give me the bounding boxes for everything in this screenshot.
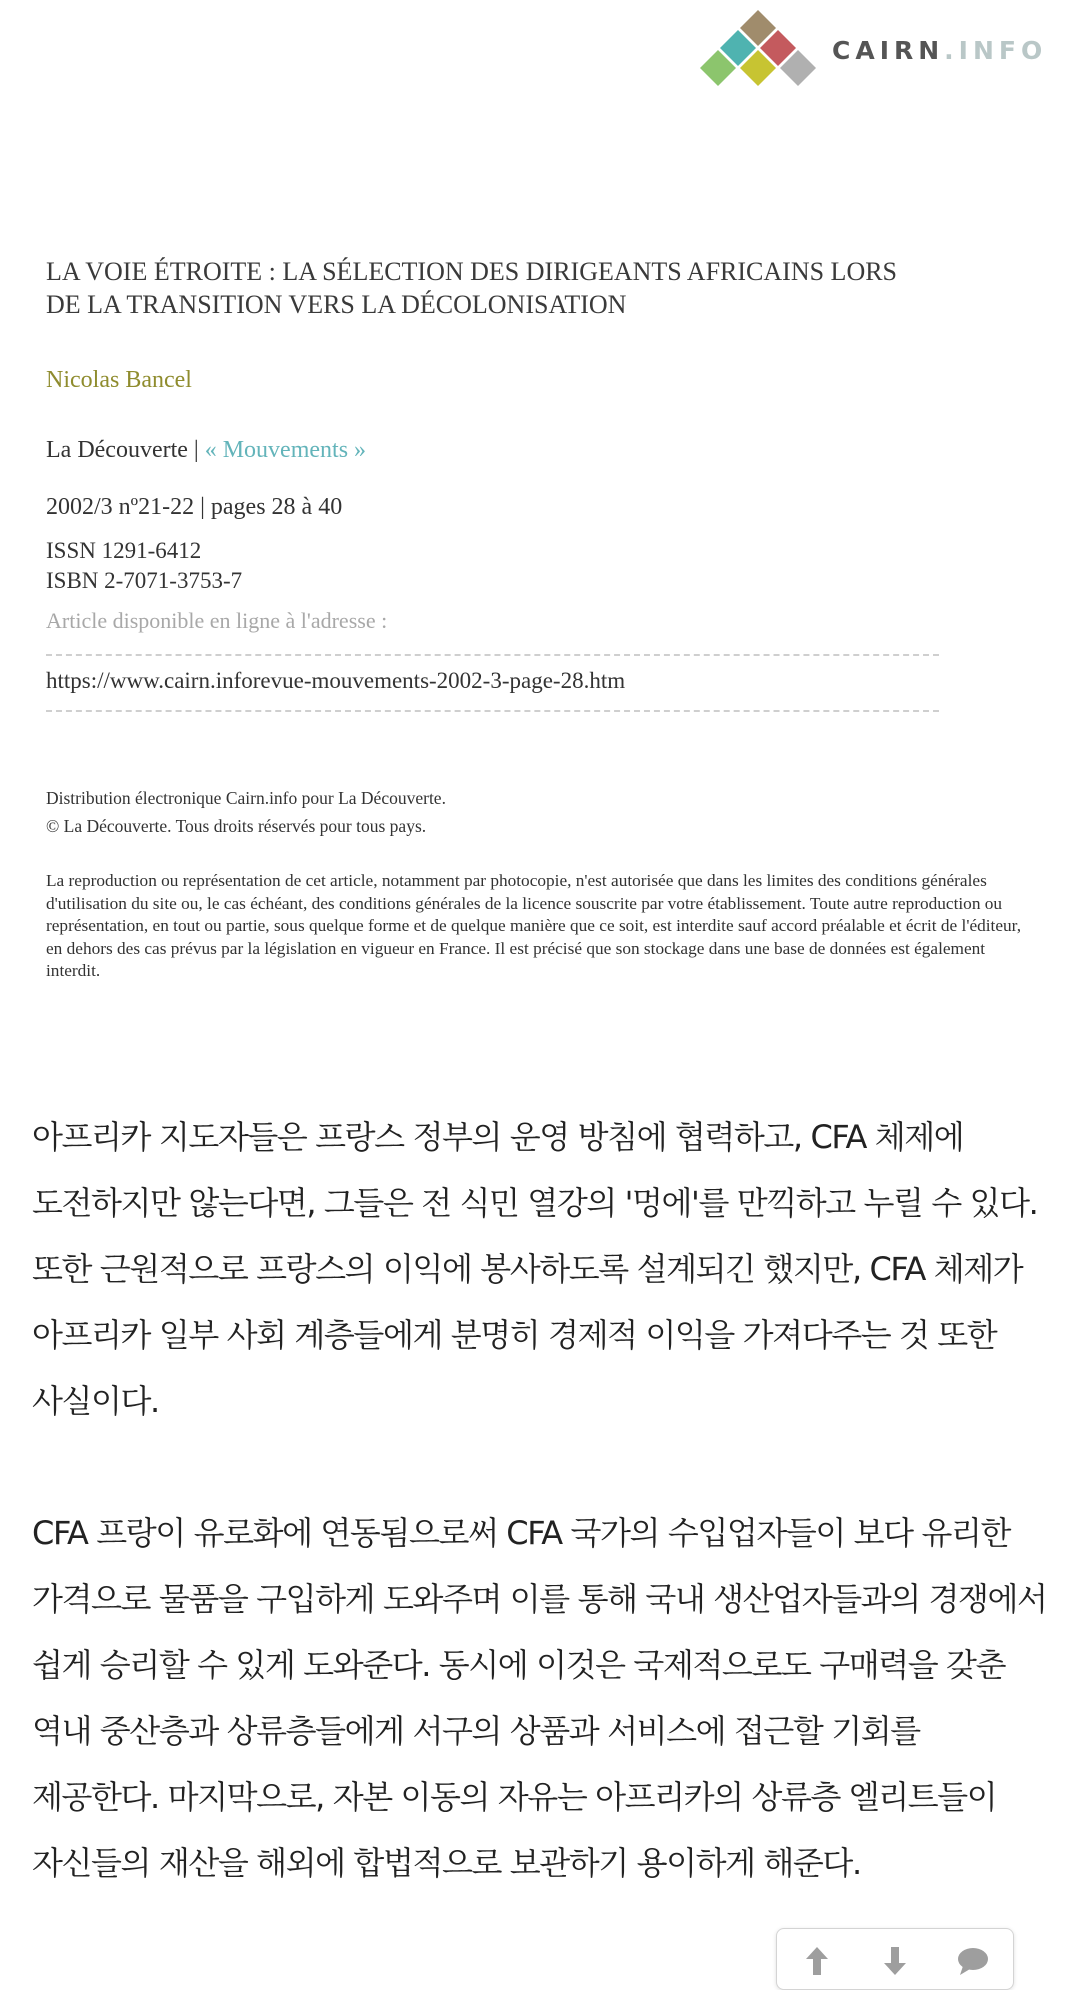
article-url[interactable]: https://www.cairn.inforevue-mouvements-2002-3-page-28.htm <box>46 668 626 693</box>
copyright-line: © La Découverte. Tous droits réservés pour tous pays. <box>46 816 427 836</box>
article-title-line: LA VOIE ÉTROITE : LA SÉLECTION DES DIRIGEANTS AFRICAINS LORS <box>46 257 898 286</box>
cairn-logo <box>698 6 1080 92</box>
logo-wordmark <box>832 36 1047 65</box>
distribution-notice <box>46 784 446 840</box>
body-paragraph: 아프리카 지도자들은 프랑스 정부의 운영 방침에 협력하고, CFA 체제에 도전하지만 않는다면, 그들은 전 식민 열강의 '멍에'를 만끽하고 누릴 수 있다. 또한 근원적으로 프랑스의 이익에 봉사하도록 설계되긴 했지만, CFA 체제가 아프리카 일부 사회 계층들에게 분명히 경제적 이익을 가져다주는 것 또한 사실이다. <box>32 1118 1038 1420</box>
logo-wordmark-suffix: .INFO <box>944 36 1048 65</box>
downvote-arrow-icon <box>875 1941 915 1981</box>
identifiers <box>46 536 242 596</box>
cairn-logo-mark-icon <box>698 6 818 92</box>
publisher-row <box>46 437 366 464</box>
comment-bubble-icon <box>953 1941 993 1981</box>
article-title-line: DE LA TRANSITION VERS LA DÉCOLONISATION <box>46 290 627 319</box>
logo-wordmark-main: CAIRN <box>832 36 945 65</box>
downvote-button[interactable] <box>875 1941 915 1981</box>
availability-label: Article disponible en ligne à l'adresse : <box>46 608 388 633</box>
publisher-name: La Découverte | <box>46 437 199 463</box>
upvote-arrow-icon <box>797 1941 837 1981</box>
issn: ISSN 1291-6412 <box>46 538 202 563</box>
legal-notice: La reproduction ou représentation de cet article, notamment par photocopie, n'est autorisée que dans les limites des conditions générales d'utilisation du site ou, le cas échéant, des conditions générales de la licence souscrite par votre établissement. Toute autre reproduction ou représentation, en tout ou partie, sous quelque forme et de quelque manière que ce soit, est interdite sauf accord préalable et écrit de l'éditeur, en dehors des cas prévus par la législation en vigueur en France. Il est précisé que son stockage dans une base de données est également interdit. <box>46 871 1022 981</box>
journal-link[interactable]: « Mouvements » <box>204 437 367 463</box>
dashed-divider <box>46 710 939 712</box>
issue-info: 2002/3 nº21-22 | pages 28 à 40 <box>46 494 343 520</box>
body-paragraph: CFA 프랑이 유로화에 연동됨으로써 CFA 국가의 수입업자들이 보다 유리한 가격으로 물품을 구입하게 도와주며 이를 통해 국내 생산업자들과의 경쟁에서 쉽게 승리할 수 있게 도와준다. 동시에 이것은 국제적으로도 구매력을 갖춘 역내 중산층과 상류층들에게 서구의 상품과 서비스에 접근할 기회를 제공한다. 마지막으로, 자본 이동의 자유는 아프리카의 상류층 엘리트들이 자신들의 재산을 해외에 합법적으로 보관하기 용이하게 해준다. <box>32 1514 1047 1882</box>
article-cover-page <box>0 200 1080 1020</box>
isbn: ISBN 2-7071-3753-7 <box>46 568 243 593</box>
distribution-line: Distribution électronique Cairn.info pour La Découverte. <box>46 788 446 808</box>
dashed-divider <box>46 654 939 656</box>
floating-action-toolbar <box>776 1928 1014 1990</box>
article-author: Nicolas Bancel <box>46 367 192 393</box>
article-title <box>46 255 1026 321</box>
upvote-button[interactable] <box>797 1941 837 1981</box>
comment-button[interactable] <box>953 1941 993 1981</box>
